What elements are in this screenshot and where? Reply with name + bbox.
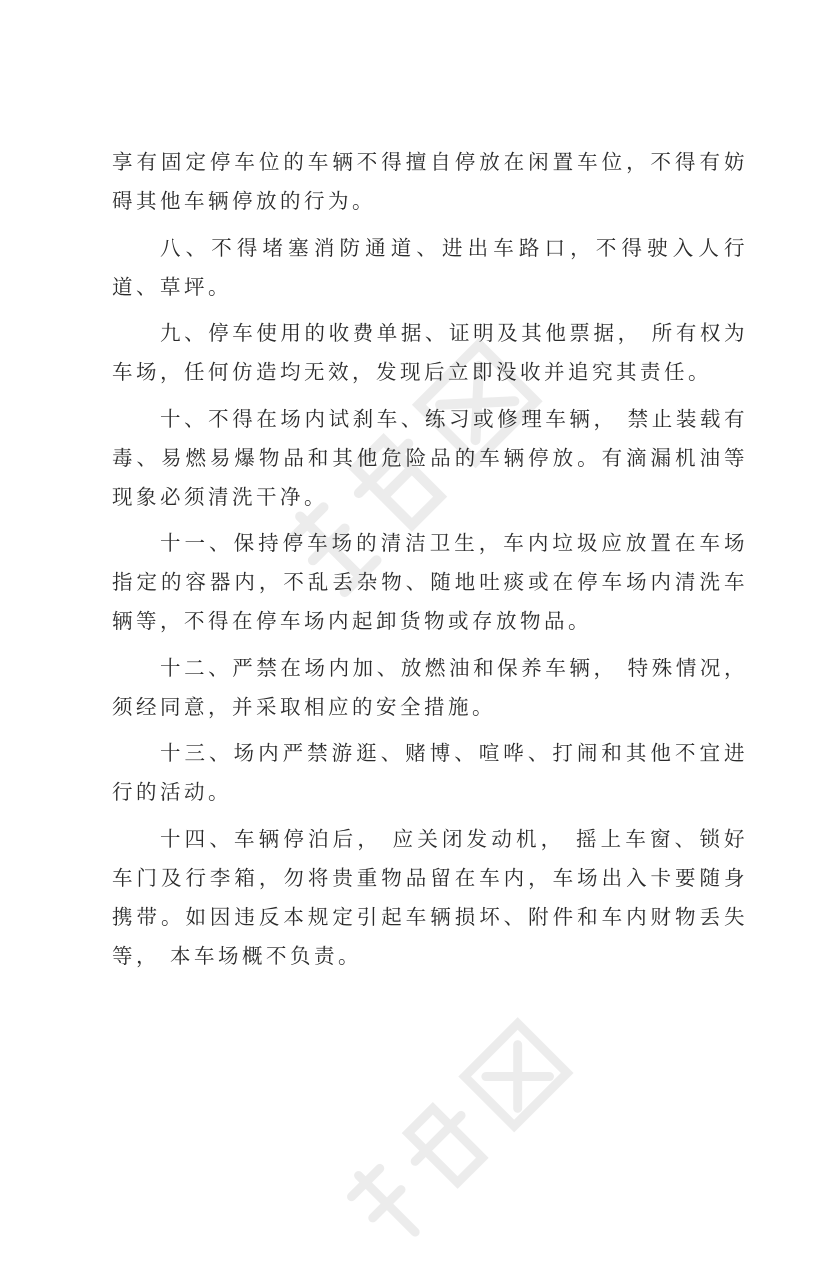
watermark bbox=[330, 1006, 599, 1275]
paragraph: 十三、场内严禁游逛、赌博、喧哗、打闹和其他不宜进行的活动。 bbox=[112, 741, 748, 804]
paragraph: 十一、保持停车场的清洁卫生，车内垃圾应放置在车场指定的容器内，不乱丢杂物、随地吐痰或在停车场内清洗车辆等，不得在停车场内起卸货物或存放物品。 bbox=[112, 531, 748, 633]
paragraph: 八、不得堵塞消防通道、进出车路口，不得驶入人行道、草坪。 bbox=[112, 235, 748, 299]
paragraph: 九、停车使用的收费单据、证明及其他票据， 所有权为车场，任何仿造均无效，发现后立即没收并追究其责任。 bbox=[112, 321, 748, 384]
paragraph: 十二、严禁在场内加、放燃油和保养车辆， 特殊情况，须经同意，并采取相应的安全措施。 bbox=[112, 655, 748, 719]
document-body bbox=[112, 143, 748, 983]
paragraph: 十四、车辆停泊后， 应关闭发动机， 摇上车窗、锁好车门及行李箱，勿将贵重物品留在车内，车场出入卡要随身携带。如因违反本规定引起车辆损坏、附件和车内财物丢失等， 本车场概不负责。 bbox=[112, 826, 748, 968]
paragraph: 享有固定停车位的车辆不得擅自停放在闲置车位，不得有妨碍其他车辆停放的行为。 bbox=[112, 150, 748, 213]
paragraph: 十、不得在场内试刹车、练习或修理车辆， 禁止装载有毒、易燃易爆物品和其他危险品的车辆停放。有滴漏机油等现象必须清洗干净。 bbox=[112, 406, 748, 509]
